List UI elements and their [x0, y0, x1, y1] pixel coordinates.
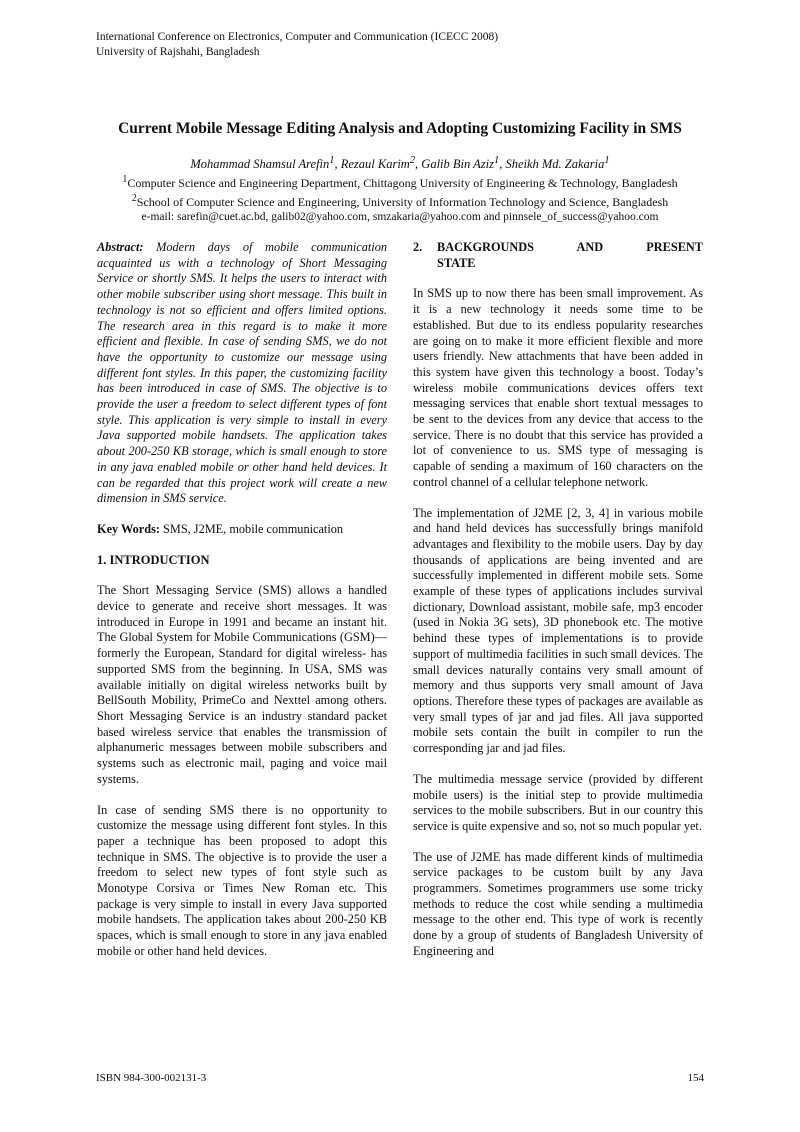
left-column: [97, 240, 387, 975]
author-block: [40, 153, 760, 225]
section-heading-line2: STATE: [437, 255, 476, 270]
author-names: Mohammad Shamsul Arefin$^1$, Rezaul Karim$^2$, Galib Bin Aziz$^1$, Sheikh Md. Zakaria$^1$: [190, 155, 610, 172]
right-column: [413, 240, 703, 975]
author-emails: e-mail: sarefin@cuet.ac.bd, galib02@yahoo.com, smzakaria@yahoo.com and pinnsele_of_success@yahoo.com: [141, 211, 659, 224]
abstract: [97, 240, 387, 507]
intro-paragraph-2: In case of sending SMS there is no opportunity to customize the message using different font styles. In this paper a technique has been proposed to adopt this technique in SMS. The objective is to provide the user a freedom to select new types of font style such as Monotype Corsiva or Times New Roman etc. This package is very simple to install in every Java supported mobile handsets. The application takes about 200-250 KB spaces, which is small enough to store in any java enabled mobile or other hand held devices.: [97, 802, 387, 958]
abstract-label: Abstract:: [97, 240, 144, 254]
intro-paragraph-1: The Short Messaging Service (SMS) allows a handled device to generate and receive short messages. It was introduced in Europe in 1991 and became an instant hit. The Global System for Mobile Communications (GSM)—formerly the European, Standard for digital wireless- has supported SMS from the beginning. In USA, SMS was available initially on digital wireless networks built by BellSouth Mobility, PrimeCo and Nexttel among others. Short Messaging Service is an industry standard packet based wireless service that enables the transmission of alphanumeric messages between mobile subscribers and systems such as electronic mail, paging and voice mail systems.: [97, 583, 387, 786]
abstract-text: Modern days of mobile communication acquainted us with a technology of Short Messaging Service or shortly SMS. It helps the users to interact with other mobile subscriber using short message. This built in technology is not so efficient and offers limited options. The research area in this regard is to make it more efficient and flexible. In case of sending SMS, we do not have the opportunity to customize our message using different font styles. In this paper, the customizing facility has been introduced in case of SMS. The objective is to provide the user a freedom to select different types of font style. This application is very simple to install in every Java supported mobile handsets. The application takes about 200-250 KB storage, which is small enough to store in any java enabled mobile or other hand held devices. It can be regarded that this project work will create a new dimension in SMS service.: [97, 240, 387, 506]
affiliation-1: $^1$Computer Science and Engineering Department, Chittagong University of Engineering & Technology, Bangladesh: [122, 174, 678, 191]
background-paragraph-3: The multimedia message service (provided by different mobile users) is the initial step to provide multimedia services to the mobile subscribers. But in our country this service is quite expensive and so, not so much popular yet.: [413, 771, 703, 833]
isbn-footer: ISBN 984-300-002131-3: [96, 1072, 207, 1084]
page-number: 154: [687, 1072, 704, 1084]
conference-header: [96, 30, 498, 60]
section-heading-line1: BACKGROUNDS AND PRESENT: [437, 240, 703, 254]
section-heading-backgrounds: [413, 240, 703, 271]
section-heading-introduction: 1. INTRODUCTION: [97, 552, 210, 567]
background-paragraph-4: The use of J2ME has made different kinds of multimedia service packages to be custom built by any Java programmers. Sometimes programmers use some tricky methods to reduce the cost while sending a multimedia message to the other end. This type of work is recently done by a group of students of Bangladesh University of Engineering and: [413, 849, 703, 958]
keywords-label: Key Words:: [97, 521, 160, 536]
conference-name: International Conference on Electronics, Computer and Communication (ICECC 2008): [96, 31, 499, 43]
paper-title: Current Mobile Message Editing Analysis and Adopting Customizing Facility in SMS: [118, 120, 682, 137]
conference-venue: University of Rajshahi, Bangladesh: [96, 46, 260, 58]
background-paragraph-2: The implementation of J2ME [2, 3, 4] in various mobile and hand held devices has successfully brings manifold advantages and flexibility to the mobile users. Day by day thousands of applications are being invented and are successfully implemented in different mobile sets. Some example of these types of applications includes survival dictionary, Download assistant, mobile safe, mp3 encoder (used in Nokia 3G sets), 3D phonebook etc. The motive behind these types of implementations is to provide support of multimedia facilities in such small devices. The small devices naturally contains very small amount of memory and thus supports very small amount of Java options. Therefore these types of packages are available as very small types of jar and jad files. All java supported mobile sets contain the built in compiler to run the corresponding jar and jad files.: [413, 505, 703, 756]
background-paragraph-1: In SMS up to now there has been small improvement. As it is a new technology it needs some time to be established. But due to its endless popularity researches are going on to make it more efficient flexible and more users friendly. New attachments that have been added in this system have given this technology a boost. Today’s wireless mobile communications devices offers text messaging services that enable short textual messages to be sent to the devices from any device that access to the service. There is no doubt that this service has provided a lot of convenience to us. SMS type of messaging is capable of sending a maximum of 160 characters on the control channel of a cellular telephone network.: [413, 286, 703, 489]
affiliation-2: $^2$School of Computer Science and Engineering, University of Information Technology and Science, Bangladesh: [131, 193, 669, 210]
section-number: 2.: [413, 240, 423, 254]
keywords-text: SMS, J2ME, mobile communication: [159, 521, 344, 536]
keywords: [97, 522, 387, 538]
